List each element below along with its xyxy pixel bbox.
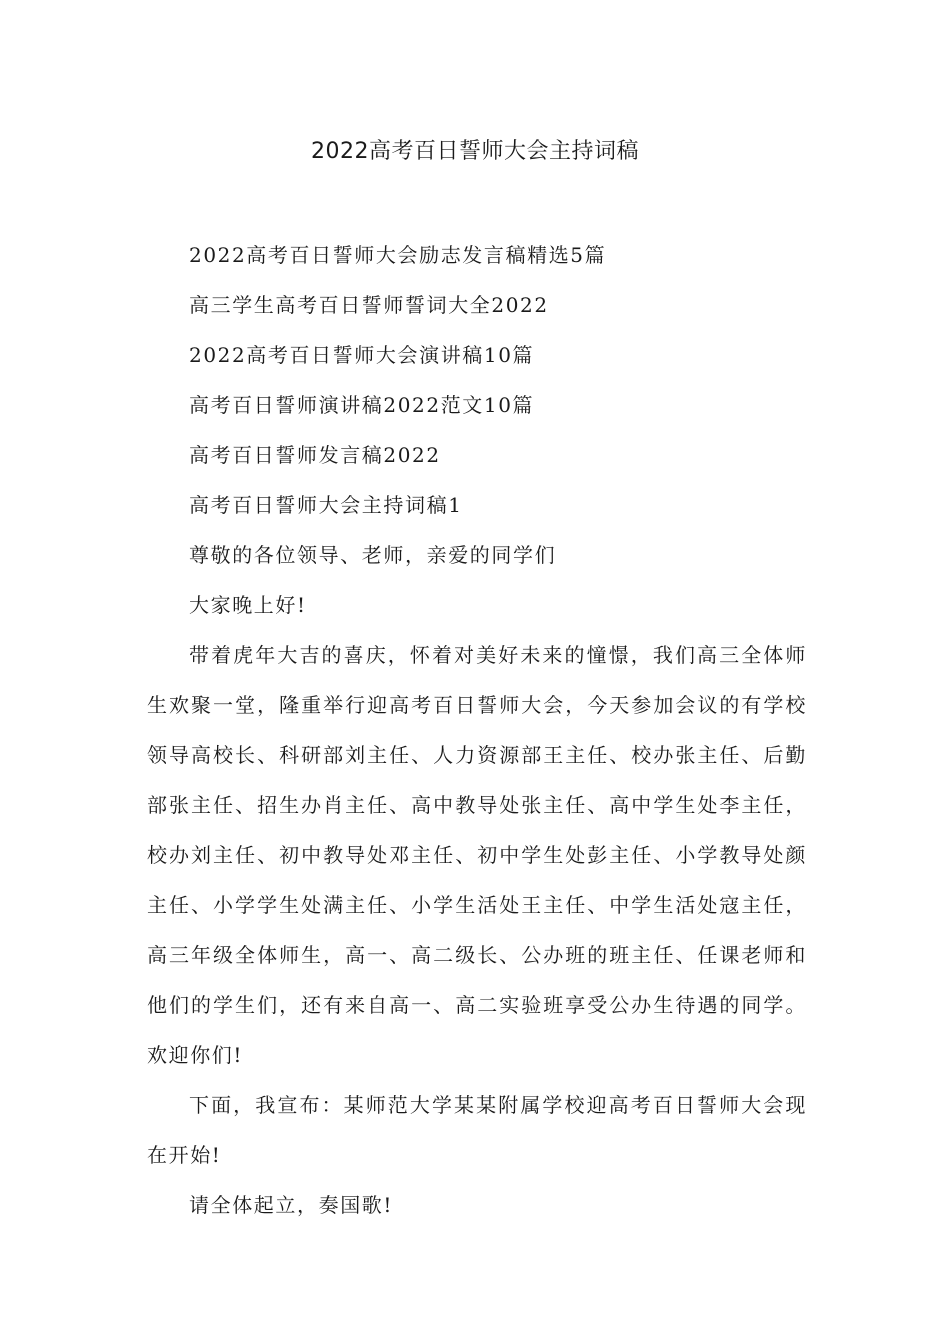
related-article-link[interactable]: 2022高考百日誓师大会演讲稿10篇 (189, 343, 535, 367)
body-paragraph: 请全体起立，奏国歌! (189, 1193, 394, 1217)
body-paragraph: 带着虎年大吉的喜庆，怀着对美好未来的憧憬，我们高三全体师生欢聚一堂，隆重举行迎高考百日誓师大会，今天参加会议的有学校领导高校长、科研部刘主任、人力资源部王主任、校办张主任、后勤部张主任、招生办肖主任、高中教导处张主任、高中学生处李主任，校办刘主任、初中教导处邓主任、初中学生处彭主任、小学教导处颜主任、小学学生处满主任、小学生活处王主任、中学生活处寇主任，高三年级全体师生，高一、高二级长、公办班的班主任、任课老师和他们的学生们，还有来自高一、高二实验班享受公办生待遇的同学。欢迎你们! (147, 643, 807, 1067)
related-article-link[interactable]: 2022高考百日誓师大会励志发言稿精选5篇 (189, 243, 607, 267)
section-heading: 高考百日誓师大会主持词稿1 (189, 493, 463, 517)
document-body (147, 230, 807, 1230)
related-article-link[interactable]: 高考百日誓师发言稿2022 (189, 443, 441, 467)
related-article-link[interactable]: 高三学生高考百日誓师誓词大全2022 (189, 293, 549, 317)
document-title: 2022高考百日誓师大会主持词稿 (311, 139, 639, 164)
related-article-link[interactable]: 高考百日誓师演讲稿2022范文10篇 (189, 393, 535, 417)
greeting-line: 大家晚上好! (189, 593, 307, 617)
greeting-line: 尊敬的各位领导、老师，亲爱的同学们 (189, 543, 557, 567)
body-paragraph: 下面，我宣布：某师范大学某某附属学校迎高考百日誓师大会现在开始! (147, 1093, 807, 1167)
